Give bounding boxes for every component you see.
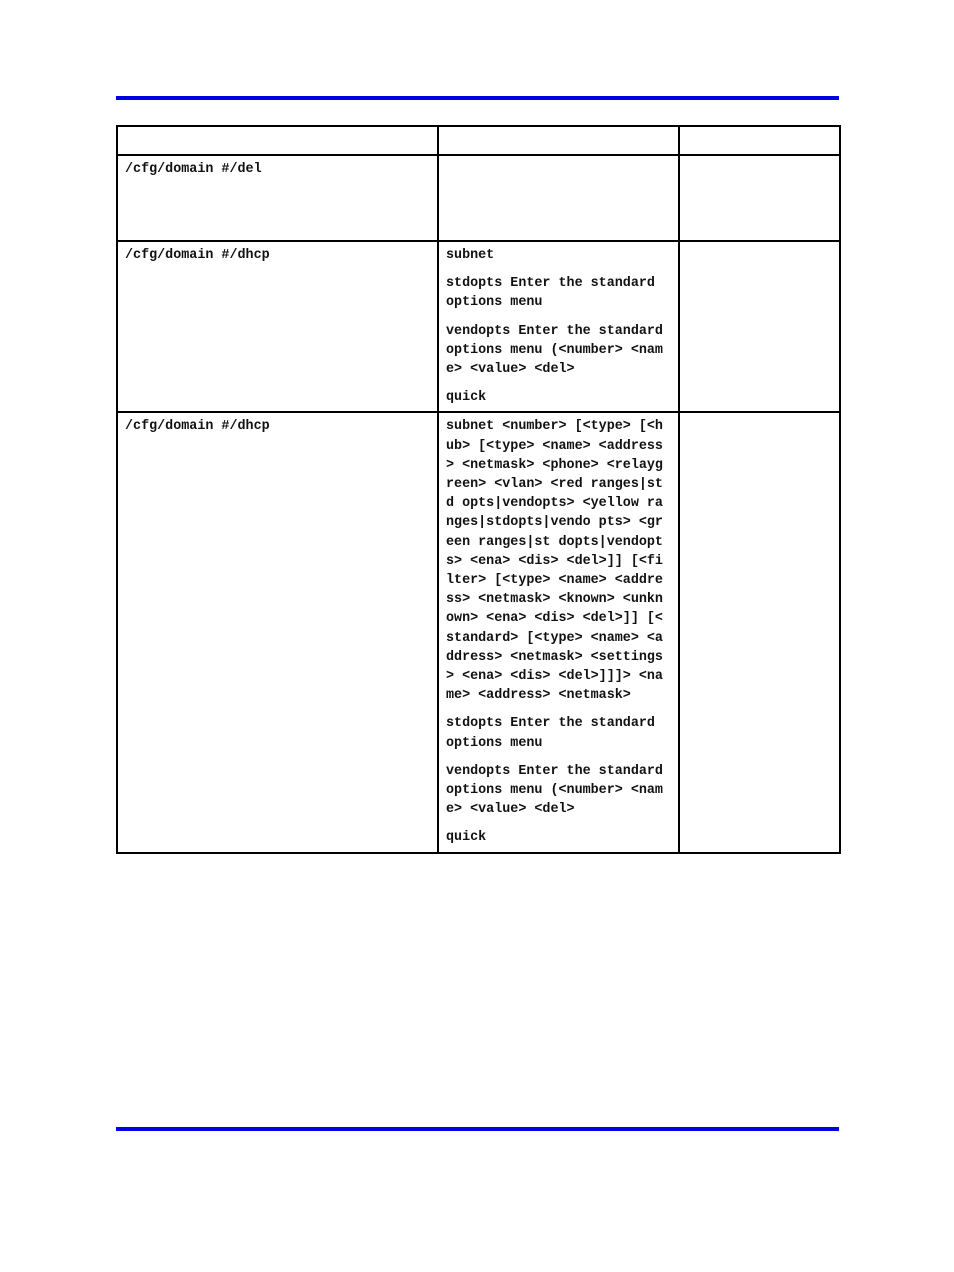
description-cell: [679, 155, 840, 241]
table-header-row: [117, 126, 840, 155]
param-subnet: subnet: [446, 248, 495, 263]
parameter-cell: [438, 155, 679, 241]
table-row: [117, 155, 840, 241]
header-rule: [116, 96, 839, 100]
param-vendopts: vendopts Enter the standard options menu (<number> <name> <value> <del>: [446, 323, 663, 378]
table-row: [117, 241, 840, 412]
table-row: [117, 412, 840, 852]
command-cell: [117, 155, 438, 241]
parameter-cell: [438, 241, 679, 412]
header-command: [117, 126, 438, 155]
param-subnet: subnet <number> [<type> [<hub> [<type> <name> <address> <netmask> <phone> <relaygreen> <vlan> <red ranges|std opts|vendopts> <yellow ranges|stdopts|vendo pts> <green ranges|st dopts|vendopts> <ena> <dis> <del>]] [<filter> [<type> <name> <address> <netmask> <known> <unknown> <ena> <dis> <del>]] [<standard> [<type> <name> <address> <netmask> <settings> <ena> <dis> <del>]]]> <name> <address> <netmask>: [446, 419, 663, 704]
param-quick: quick: [446, 390, 487, 406]
param-stdopts: stdopts Enter the standard options menu: [446, 716, 655, 751]
param-stdopts: stdopts Enter the standard options menu: [446, 276, 655, 311]
header-description: [679, 126, 840, 155]
command-text: /cfg/domain #/dhcp: [125, 248, 270, 263]
command-cell: [117, 412, 438, 852]
command-text: /cfg/domain #/dhcp: [125, 419, 270, 435]
description-cell: [679, 412, 840, 852]
parameter-cell: [438, 412, 679, 852]
param-quick: quick: [446, 830, 487, 846]
header-parameter: [438, 126, 679, 155]
param-vendopts: vendopts Enter the standard options menu (<number> <name> <value> <del>: [446, 763, 663, 818]
footer-rule: [116, 1127, 839, 1131]
command-text: /cfg/domain #/del: [125, 162, 262, 177]
description-cell: [679, 241, 840, 412]
command-table: [116, 125, 841, 854]
command-cell: [117, 241, 438, 412]
